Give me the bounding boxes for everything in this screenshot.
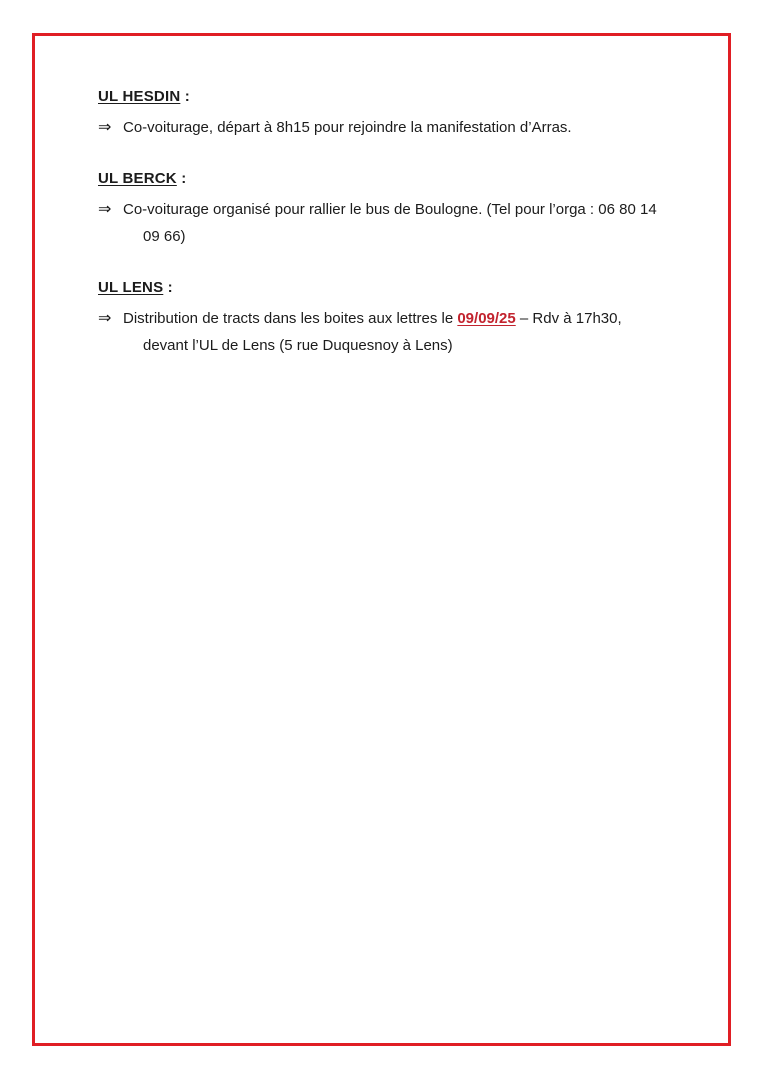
section-heading xyxy=(98,274,710,301)
list-item-text-line2: devant l’UL de Lens (5 rue Duquesnoy à Lens) xyxy=(143,337,453,354)
list-item-text-pre: Distribution de tracts dans les boites aux lettres le xyxy=(123,310,458,327)
list-item xyxy=(98,305,710,359)
list-item xyxy=(98,196,710,250)
page-border xyxy=(32,33,731,1046)
list-item-text-line1: Co-voiturage organisé pour rallier le bus de Boulogne. (Tel pour l’orga : 06 80 14 xyxy=(123,201,657,218)
highlighted-date: 09/09/25 xyxy=(457,310,516,327)
section-heading xyxy=(98,165,710,192)
list-item xyxy=(98,114,710,141)
double-arrow-icon: ⇒ xyxy=(98,201,112,218)
list-item-text-line2: 09 66) xyxy=(143,228,186,245)
section-heading-text: UL BERCK xyxy=(98,170,177,187)
document-content xyxy=(35,36,728,359)
section-ul-lens xyxy=(98,274,710,359)
double-arrow-icon: ⇒ xyxy=(98,119,112,136)
section-ul-berck xyxy=(98,165,710,250)
section-heading-colon: : xyxy=(180,88,190,105)
list-item-text: Co-voiturage, départ à 8h15 pour rejoindre la manifestation d’Arras. xyxy=(123,119,572,136)
section-heading-text: UL HESDIN xyxy=(98,88,181,105)
list-item-text-post: – Rdv à 17h30, xyxy=(515,310,622,327)
section-heading-colon: : xyxy=(163,279,173,296)
section-heading xyxy=(98,83,710,110)
double-arrow-icon: ⇒ xyxy=(98,310,112,327)
section-heading-text: UL LENS xyxy=(98,279,164,296)
section-ul-hesdin xyxy=(98,83,710,141)
section-heading-colon: : xyxy=(176,170,187,187)
